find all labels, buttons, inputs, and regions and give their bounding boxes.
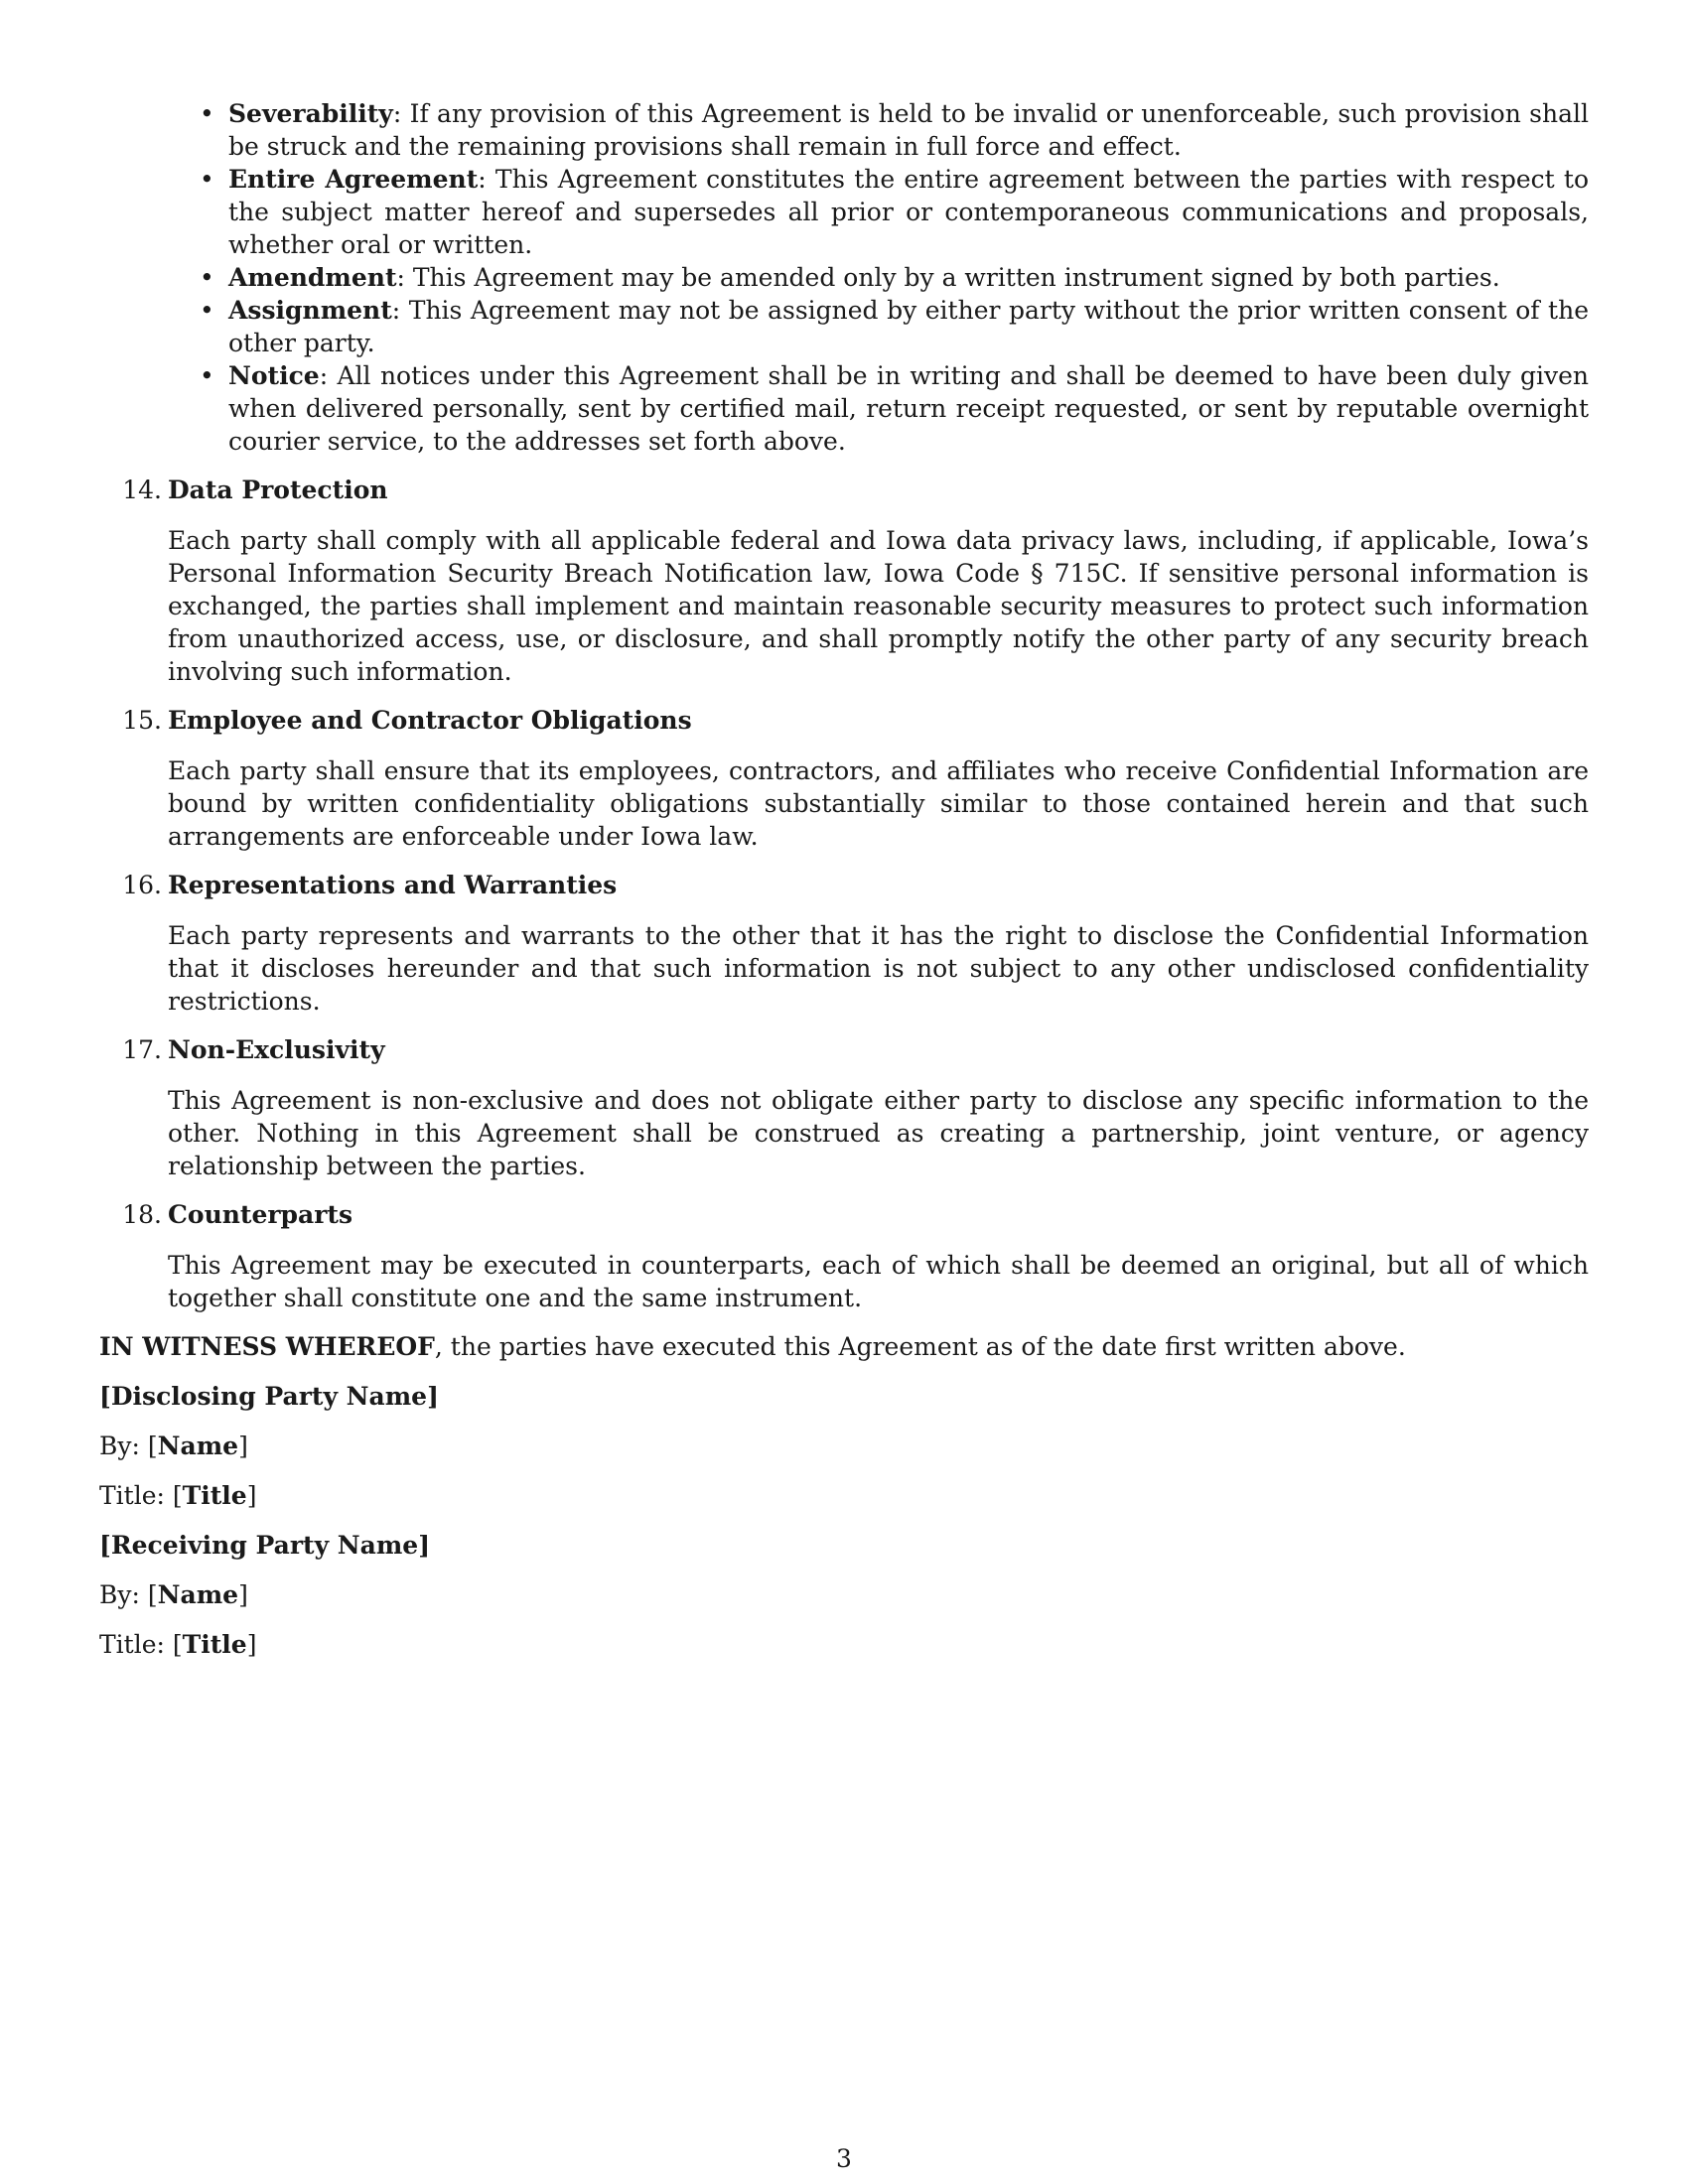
section-heading xyxy=(99,1198,1589,1231)
section-representations-warranties xyxy=(99,869,1589,1018)
section-number: 16. xyxy=(122,871,162,899)
section-title: Employee and Contractor Obligations xyxy=(168,706,692,735)
section-heading xyxy=(99,474,1589,506)
disclosing-signer-title: Title: [Title] xyxy=(99,1481,257,1510)
section-title: Representations and Warranties xyxy=(168,871,618,899)
section-data-protection xyxy=(99,474,1589,688)
list-item: • Amendment: This Agreement may be amended only by a written instrument signed by both parties. xyxy=(200,263,1500,292)
receiving-signer-title: Title: [Title] xyxy=(99,1630,257,1659)
disclosing-party-name: [Disclosing Party Name] xyxy=(99,1382,439,1411)
bullet-icon: • xyxy=(200,296,214,325)
section-body: This Agreement is non-exclusive and does not obligate either party to disclose any specific information to the other. Nothing in this Agreement shall be construed as creating a partnership, joint venture, or agency relationship between the parties. xyxy=(168,1086,1589,1180)
page-number: 3 xyxy=(836,2144,852,2173)
list-item: • Entire Agreement: This Agreement constitutes the entire agreement between the parties with respect to the subject matter hereof and supersedes all prior or contemporaneous communications and proposals, whether oral or written. xyxy=(200,165,1589,259)
bullet-icon: • xyxy=(200,361,214,390)
section-counterparts xyxy=(99,1198,1589,1314)
section-number: 15. xyxy=(122,706,162,735)
section-title: Data Protection xyxy=(168,476,388,504)
section-employee-contractor-obligations xyxy=(99,704,1589,853)
general-provisions-list xyxy=(99,97,1589,458)
section-title: Non-Exclusivity xyxy=(168,1035,385,1064)
disclosing-signer-name: By: [Name] xyxy=(99,1432,248,1460)
section-body: Each party represents and warrants to the other that it has the right to disclose the Confidential Information that it discloses hereunder and that such information is not subject to any other undisclosed confidentiality restrictions. xyxy=(168,921,1589,1016)
section-number: 17. xyxy=(122,1035,162,1064)
section-body: This Agreement may be executed in counterparts, each of which shall be deemed an original, but all of which together shall constitute one and the same instrument. xyxy=(168,1251,1589,1312)
bullet-icon: • xyxy=(200,263,214,292)
section-number: 14. xyxy=(122,476,162,504)
section-heading xyxy=(99,704,1589,737)
section-non-exclusivity xyxy=(99,1033,1589,1182)
section-body: Each party shall ensure that its employees, contractors, and affiliates who receive Confidential Information are bound by written confidentiality obligations substantially similar to those contained herein and that such arrangements are enforceable under Iowa law. xyxy=(168,756,1589,851)
section-heading xyxy=(99,869,1589,901)
list-item: • Severability: If any provision of this Agreement is held to be invalid or unenforceable, such provision shall be struck and the remaining provisions shall remain in full force and effect. xyxy=(200,99,1589,161)
list-item: • Assignment: This Agreement may not be assigned by either party without the prior written consent of the other party. xyxy=(200,296,1589,357)
document-page xyxy=(99,97,1589,1661)
receiving-party-name: [Receiving Party Name] xyxy=(99,1531,431,1560)
bullet-icon: • xyxy=(200,99,214,128)
list-item: • Notice: All notices under this Agreement shall be in writing and shall be deemed to have been duly given when delivered personally, sent by certified mail, return receipt requested, or sent by reputable overnight courier service, to the addresses set forth above. xyxy=(200,361,1589,456)
receiving-signer-name: By: [Name] xyxy=(99,1580,248,1609)
section-body: Each party shall comply with all applicable federal and Iowa data privacy laws, including, if applicable, Iowa’s Personal Information Security Breach Notification law, Iowa Code § 715C. If sensitive personal information is exchanged, the parties shall implement and maintain reasonable security measures to protect such information from unauthorized access, use, or disclosure, and shall promptly notify the other party of any security breach involving such information. xyxy=(168,526,1589,686)
section-title: Counterparts xyxy=(168,1200,353,1229)
bullet-icon: • xyxy=(200,165,214,194)
witness-clause: IN WITNESS WHEREOF, the parties have executed this Agreement as of the date first written above. xyxy=(99,1332,1406,1361)
section-heading xyxy=(99,1033,1589,1066)
section-number: 18. xyxy=(122,1200,162,1229)
